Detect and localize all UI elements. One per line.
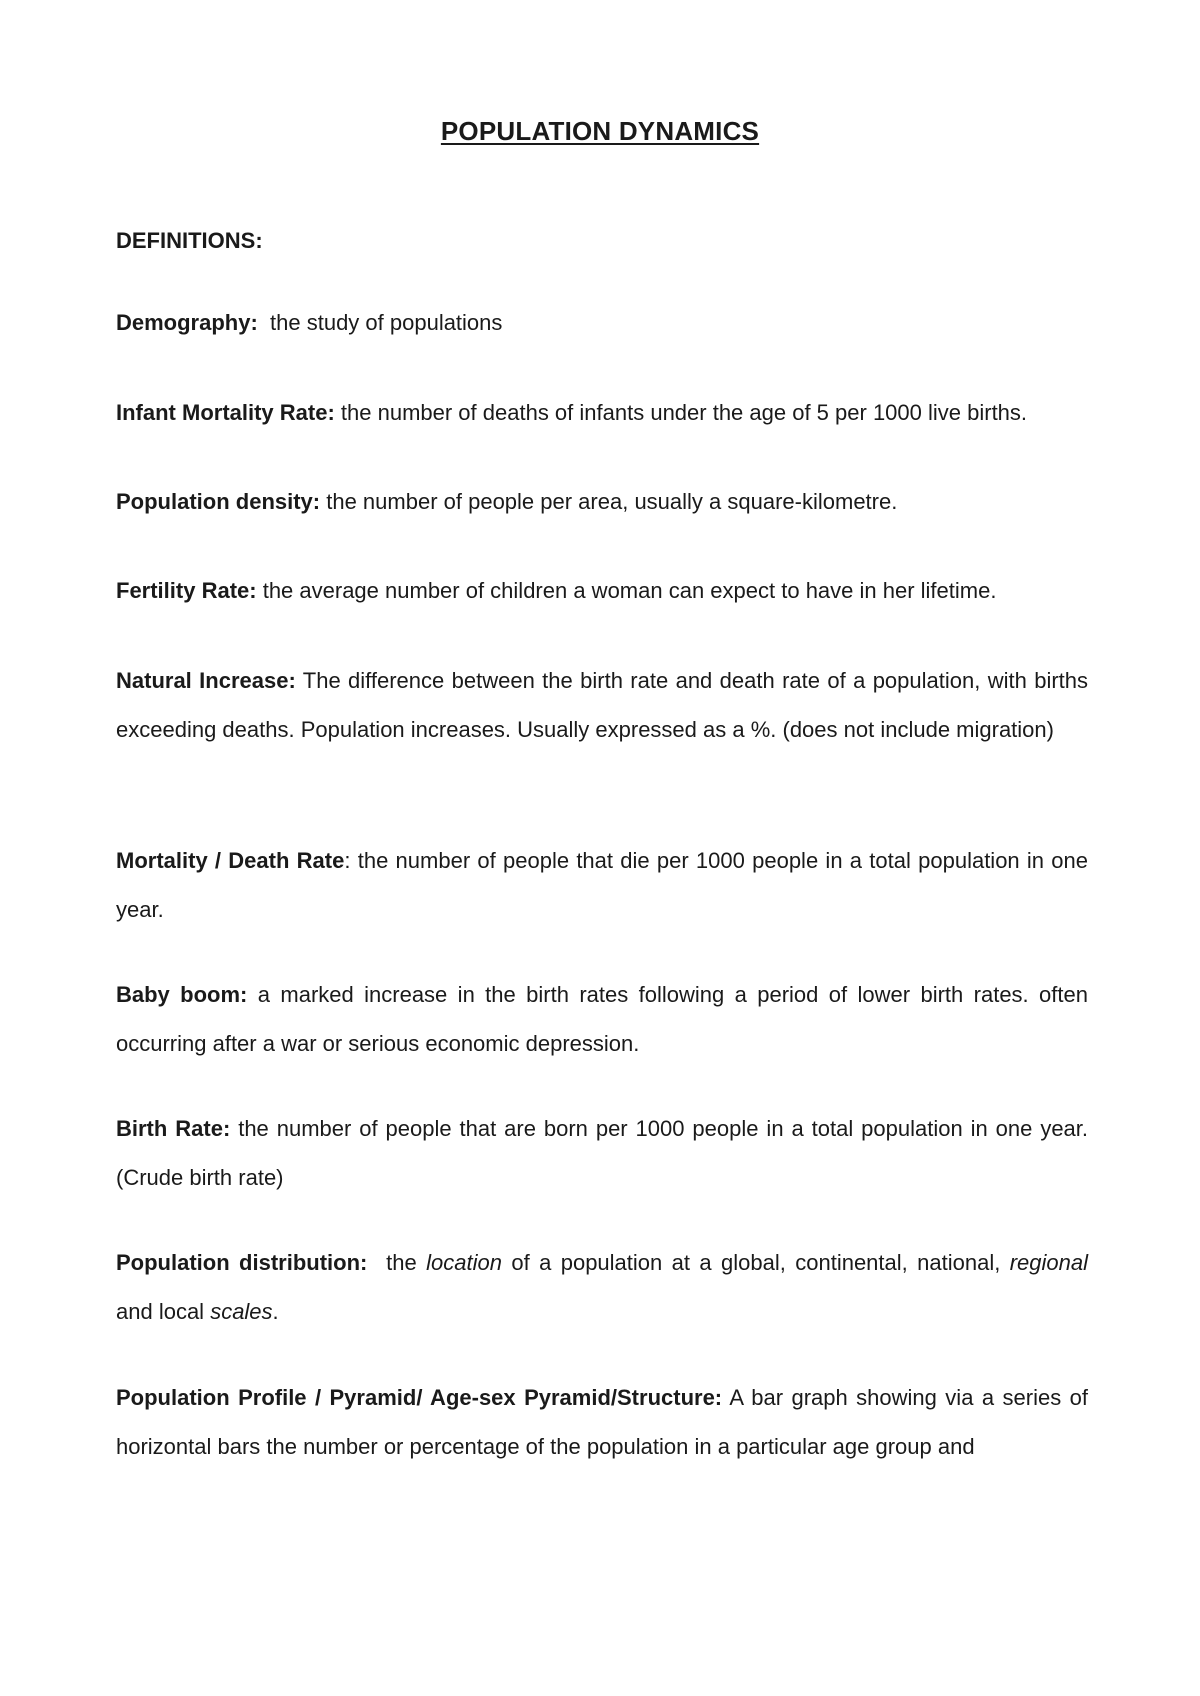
definition-term: Birth Rate: [116,1116,231,1141]
definition-infant-mortality-rate [116,388,1088,437]
definition-term: Mortality / Death Rate [116,848,345,873]
definition-text: the study of populations [257,310,503,335]
definition-term: Fertility Rate: [116,578,257,603]
definition-text: the average number of children a woman can expect to have in her lifetime. [256,578,997,603]
definition-text: the number of people per area, usually a square-kilometre. [320,489,898,514]
definition-text-italic: scales [210,1299,273,1324]
definition-birth-rate [116,1104,1088,1202]
definition-mortality-death-rate [116,836,1088,934]
definition-term: Infant Mortality Rate: [116,400,335,425]
document-title: POPULATION DYNAMICS [440,116,760,146]
definition-demography [116,298,1088,347]
section-heading: DEFINITIONS: [116,228,263,253]
definition-population-density [116,477,1088,526]
definition-text: the number of people that are born per 1000 people in a total population in one year. (Crude birth rate) [116,1116,1089,1190]
definition-text: : the number of people that die per 1000 people in a total population in one year. [116,848,1088,922]
definition-term: Demography: [116,310,258,335]
definition-text: and local [116,1299,211,1324]
definition-text: a marked increase in the birth rates following a period of lower birth rates. often occurring after a war or serious economic depression. [116,982,1088,1056]
definition-term: Natural Increase: [116,668,296,693]
definition-natural-increase [116,656,1088,754]
definition-term: Population density: [116,489,321,514]
definition-text: the [367,1250,427,1275]
definition-population-distribution [116,1238,1088,1336]
definition-term: Population Profile / Pyramid/ Age-sex Pyramid/Structure: [116,1385,723,1410]
definition-text-italic: regional [1009,1250,1089,1275]
definition-text: A bar graph showing via a series of horizontal bars the number or percentage of the population in a particular age group and [116,1385,1088,1459]
definition-term: Baby boom: [116,982,248,1007]
definition-population-profile [116,1373,1088,1471]
definition-baby-boom [116,970,1088,1068]
definition-text: The difference between the birth rate and death rate of a population, with births exceeding deaths. Population increases. Usually expressed as a %. (does not include migration) [116,668,1089,742]
definition-text: . [272,1299,279,1324]
definition-fertility-rate [116,566,1088,615]
definition-text: of a population at a global, continental, national, [501,1250,1010,1275]
definition-text: the number of deaths of infants under the age of 5 per 1000 live births. [334,400,1028,425]
definition-term: Population distribution: [116,1250,368,1275]
definition-text-italic: location [426,1250,502,1275]
